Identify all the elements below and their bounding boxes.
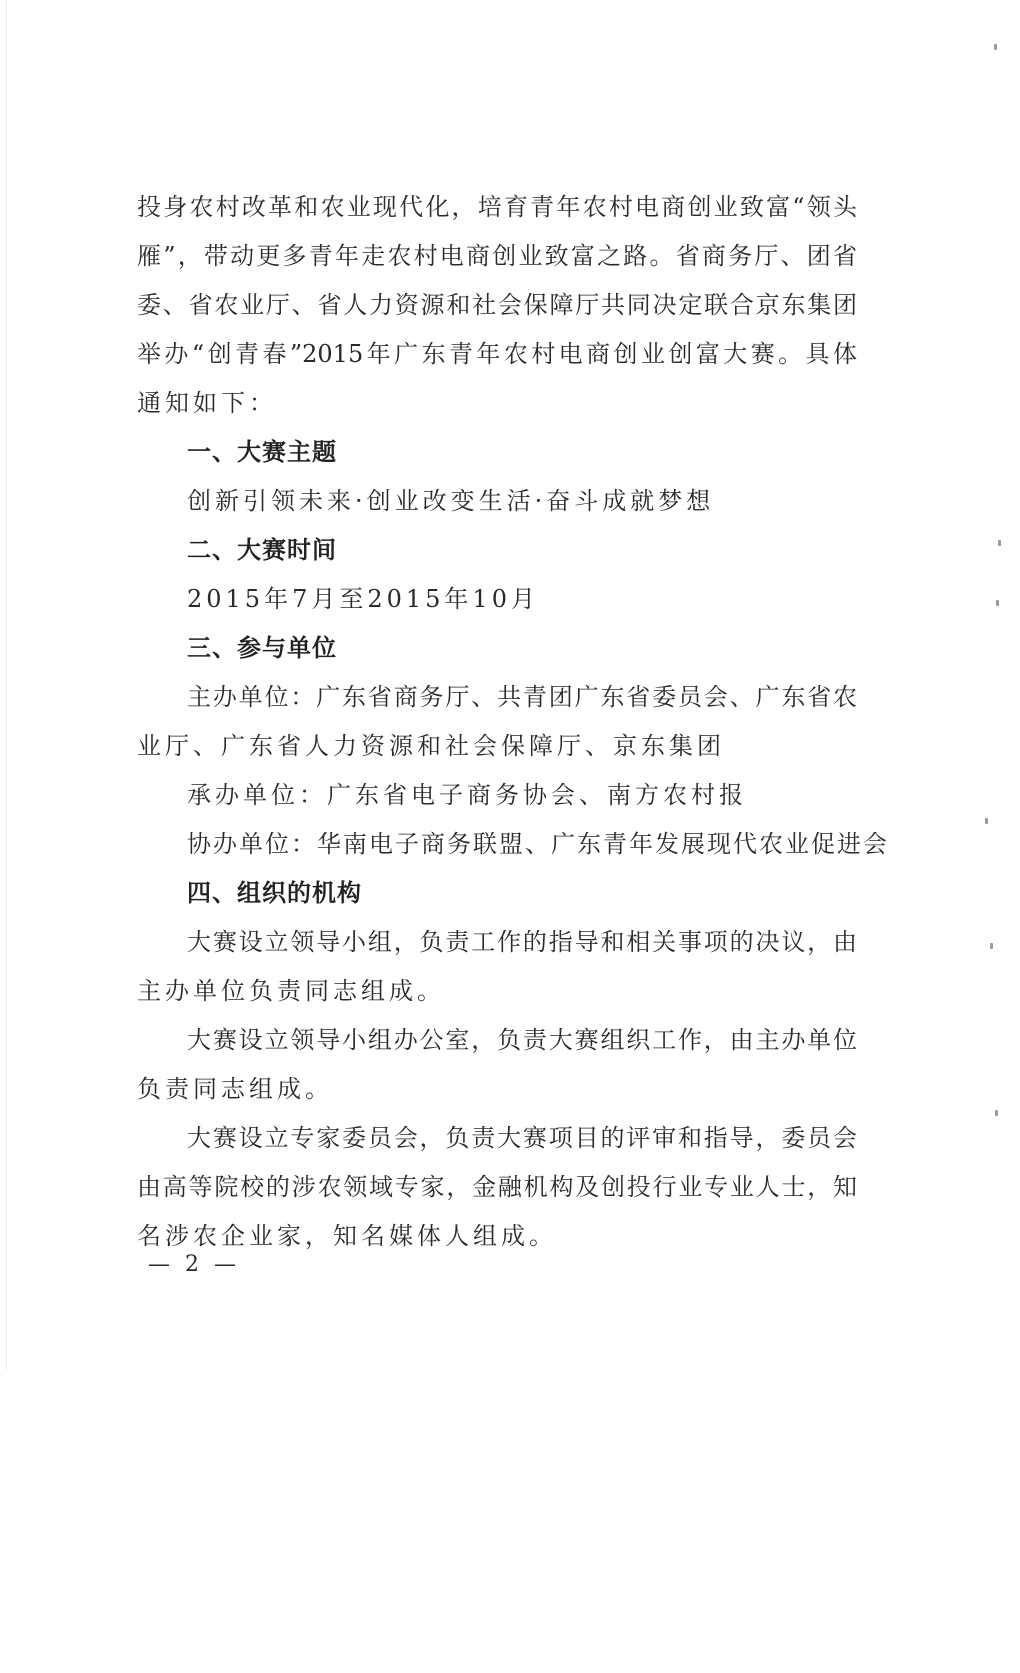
document-body <box>137 183 889 1261</box>
scan-speck <box>998 540 1001 546</box>
org-para3-line-2: 由高等院校的涉农领域专家，金融机构及创投行业专业人士，知 <box>137 1173 857 1201</box>
intro-line-3: 委、省农业厅、省人力资源和社会保障厅共同决定联合京东集团 <box>137 291 857 319</box>
host-units-line-2: 业厅、广东省人力资源和社会保障厅、京东集团 <box>137 732 725 760</box>
intro-line-2: 雁”，带动更多青年走农村电商创业致富之路。省商务厅、团省 <box>137 242 857 270</box>
org-para3-line-3: 名涉农企业家，知名媒体人组成。 <box>137 1222 557 1250</box>
org-para1-line-2: 主办单位负责同志组成。 <box>137 977 445 1005</box>
time-text: 2015年7月至2015年10月 <box>187 585 539 613</box>
intro-line-1: 投身农村改革和农业现代化，培育青年农村电商创业致富“领头 <box>137 193 857 221</box>
theme-text: 创新引领未来·创业改变生活·奋斗成就梦想 <box>187 487 715 515</box>
organizer-units: 承办单位：广东省电子商务协会、南方农村报 <box>187 781 747 809</box>
scan-speck <box>985 818 988 824</box>
co-organizer-units: 协办单位：华南电子商务联盟、广东青年发展现代农业促进会 <box>187 830 889 858</box>
section-heading-units: 三、参与单位 <box>187 634 337 662</box>
org-para2-line-1: 大赛设立领导小组办公室，负责大赛组织工作，由主办单位 <box>187 1026 857 1054</box>
section-heading-organization: 四、组织的机构 <box>187 879 362 907</box>
scan-edge <box>6 0 7 1370</box>
section-heading-theme: 一、大赛主题 <box>187 438 337 466</box>
scan-speck <box>996 600 999 606</box>
page-number: — 2 — <box>148 1252 240 1277</box>
org-para2-line-2: 负责同志组成。 <box>137 1075 333 1103</box>
org-para1-line-1: 大赛设立领导小组，负责工作的指导和相关事项的决议，由 <box>187 928 857 956</box>
scan-speck <box>990 943 993 949</box>
section-heading-time: 二、大赛时间 <box>187 536 337 564</box>
host-units-line-1: 主办单位：广东省商务厅、共青团广东省委员会、广东省农 <box>187 683 857 711</box>
intro-line-4: 举办“创青春”2015年广东青年农村电商创业创富大赛。具体 <box>137 340 857 368</box>
org-para3-line-1: 大赛设立专家委员会，负责大赛项目的评审和指导，委员会 <box>187 1124 857 1152</box>
scan-speck <box>995 1110 998 1116</box>
intro-line-5: 通知如下： <box>137 389 277 417</box>
scan-speck <box>994 44 997 50</box>
